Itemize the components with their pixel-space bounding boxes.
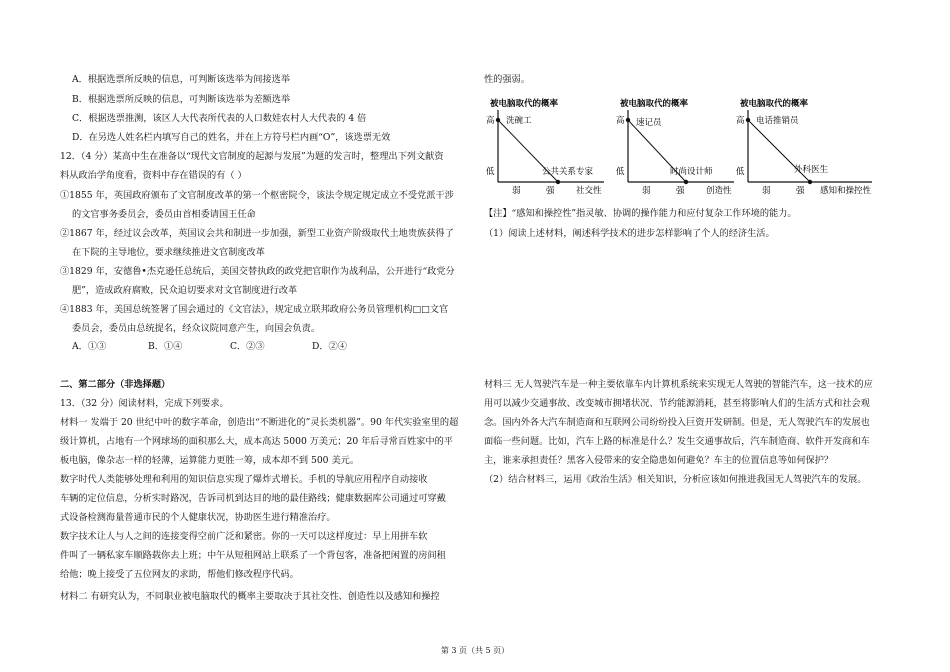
point-low-label: 外科医生 <box>794 165 829 175</box>
x-strong-label: 强 <box>796 186 805 196</box>
q12-option-a: A．①③ <box>72 341 107 352</box>
material1-line: 板电脑，像杂志一样的轻薄，运算能力更胜一筹，成本却不到 500 美元。 <box>60 455 360 466</box>
section-title: 二、第二部分（非选择题） <box>60 379 171 390</box>
y-high-label: 高 <box>616 116 625 126</box>
material1-line: 材料一 发端于 20 世纪中叶的数字革命，创造出“不断进化的”灵长类机器”。90 年代实验室里的超 <box>60 417 459 428</box>
chart-creative-svg <box>614 96 744 196</box>
point-low-label: 时尚设计师 <box>670 167 713 177</box>
y-low-label: 低 <box>616 167 625 177</box>
q12-option-b: B．①④ <box>148 341 183 352</box>
y-high-label: 高 <box>736 116 745 126</box>
material1-line: 数字技术让人与人之间的连接变得空前广泛和紧密。你的一天可以这样度过：早上用拼车软 <box>60 531 428 542</box>
q11-option-a: A．根据选票所反映的信息，可判断该选举为间接选举 <box>72 74 290 85</box>
data-point-low <box>808 180 812 184</box>
q12-option-d: D．②④ <box>312 341 347 352</box>
q12-item4-1: ④1883 年，美国总统签署了国会通过的《文官法》，规定成立联邦政府公务员管理机构□□文官 <box>60 304 449 315</box>
question-2: （2）结合材料三，运用《政治生活》相关知识，分析应该如何推进我国无人驾驶汽车的发展。 <box>484 474 867 485</box>
data-point-high <box>626 118 630 122</box>
q12-item2-1: ②1867 年，经过议会改革，英国议会共和制进一步加强，新型工业资产阶级取代土地贵族获得了 <box>60 228 454 239</box>
series-line <box>628 120 686 182</box>
q12-option-c: C．②③ <box>230 341 265 352</box>
page-footer: 第 3 页（共 5 页） <box>440 646 510 655</box>
material3-line: 面临一些问题。比如，汽车上路的标准是什么？发生交通事故后，汽车制造商、软件开发商和车 <box>484 436 870 447</box>
q13-stem: 13．（32 分）阅读材料，完成下列要求。 <box>60 398 229 409</box>
material1-line: 级计算机，占地有一个网球场的面积那么大，成本高达 5000 万美元；20 年后寻常百姓家中的平 <box>60 436 453 447</box>
q12-item1-1: ①1855 年，英国政府颁布了文官制度改革的第一个枢密院令，该法令规定规定成立不受党派干涉 <box>60 190 454 201</box>
point-high-label: 洗碗工 <box>506 116 532 126</box>
material1-line: 数字时代人类能够处理和利用的知识信息实现了爆炸式增长。手机的导航应用程序自动接收 <box>60 474 428 485</box>
material1-line: 式设备检测海量普通市民的个人健康状况，协助医生进行精准治疗。 <box>60 512 336 523</box>
point-low-label: 公共关系专家 <box>542 167 594 177</box>
point-high-label: 速记员 <box>636 118 662 128</box>
chart-title: 被电脑取代的概率 <box>740 99 809 109</box>
material1-line: 件叫了一辆私家车顺路载你去上班；中午从短租网站上联系了一个背包客，准备把闲置的房间租 <box>60 550 446 561</box>
chart-social-svg <box>484 96 614 196</box>
x-axis-label: 社交性 <box>576 186 602 196</box>
q11-option-b: B．根据选票所反映的信息，可判断该选举为差额选举 <box>72 94 291 105</box>
material1-line: 车辆的定位信息，分析实时路况，告诉司机到达目的地的最佳路线；健康数据库公司通过可穿戴 <box>60 493 446 504</box>
x-axis-label: 创造性 <box>706 186 732 196</box>
x-strong-label: 强 <box>546 186 555 196</box>
q12-item2-2: 在下院的主导地位，要求继续推进文官制度改革 <box>72 247 265 258</box>
y-low-label: 低 <box>736 167 745 177</box>
q12-stem-1: 12．（4 分）某高中生在准备以“现代文官制度的起源与发展”为题的发言时，整理出下列文献资 <box>60 151 444 162</box>
series-line <box>498 120 558 182</box>
chart-title: 被电脑取代的概率 <box>620 99 689 109</box>
material2-line: 材料二 有研究认为，不同职业被电脑取代的概率主要取决于其社交性、创造性以及感知和操控 <box>60 591 440 602</box>
q12-item1-2: 的文官事务委员会，委员由首相委请国王任命 <box>72 209 256 220</box>
q11-option-c: C．根据选票推测，该区人大代表所代表的人口数娃农村人大代表的 4 倍 <box>72 113 367 124</box>
data-point-high <box>496 118 500 122</box>
q12-item4-2: 委员会，委员由总统提名，经众议院同意产生，向国会负责。 <box>72 323 321 334</box>
q12-item3-1: ③1829 年，安德鲁•杰克逊任总统后，美国交替执政的政党把官职作为战利品，公开进行“政党分 <box>60 266 455 277</box>
y-low-label: 低 <box>486 167 495 177</box>
data-point-low <box>684 180 688 184</box>
question-1: （1）阅读上述材料，阐述科学技术的进步怎样影响了个人的经济生活。 <box>484 228 775 239</box>
chart-title: 被电脑取代的概率 <box>490 99 559 109</box>
material3-line: 主，谁来承担责任？黑客入侵带来的安全隐患如何避免？车主的位置信息等如何保护？ <box>484 455 834 466</box>
q12-stem-2: 料从政治学角度看，资料中存在错误的有（ ） <box>60 170 247 181</box>
x-weak-label: 弱 <box>762 186 771 196</box>
series-line <box>748 120 810 182</box>
point-high-label: 电话推销员 <box>756 116 799 126</box>
chart-social <box>484 96 614 200</box>
y-high-label: 高 <box>486 116 495 126</box>
chart-creative <box>614 96 744 200</box>
chart-perception <box>734 96 884 200</box>
material2-continuation: 性的强弱。 <box>484 74 530 85</box>
x-weak-label: 弱 <box>512 186 521 196</box>
q12-item3-2: 肥”，造成政府腐败，民众迫切要求对文官制度进行改革 <box>72 285 298 296</box>
q11-option-d: D．在另选人姓名栏内填写自己的姓名，并在上方符号栏内画“O”，该选票无效 <box>72 132 391 143</box>
data-point-low <box>556 180 560 184</box>
material3-line: 材料三 无人驾驶汽车是一种主要依靠车内计算机系统来实现无人驾驶的智能汽车，这一技术的应 <box>484 379 873 390</box>
material1-line: 给他；晚上接受了五位网友的求助，帮他们修改程序代码。 <box>60 569 299 580</box>
x-strong-label: 强 <box>676 186 685 196</box>
chart-note: 【注】“感知和操控性”指灵敏、协调的操作能力和应付复杂工作环境的能力。 <box>484 208 797 219</box>
chart-perception-svg <box>734 96 884 196</box>
x-weak-label: 弱 <box>642 186 651 196</box>
material3-line: 念。国内外各大汽车制造商和互联网公司纷纷投入巨资开发研制。但是，无人驾驶汽车的发展也 <box>484 417 870 428</box>
data-point-high <box>746 118 750 122</box>
x-axis-label: 感知和操控性 <box>820 186 872 196</box>
material3-line: 用可以减少交通事故、改变城市拥堵状况、节约能源消耗，甚至将影响人们的生活方式和社会观 <box>484 398 870 409</box>
